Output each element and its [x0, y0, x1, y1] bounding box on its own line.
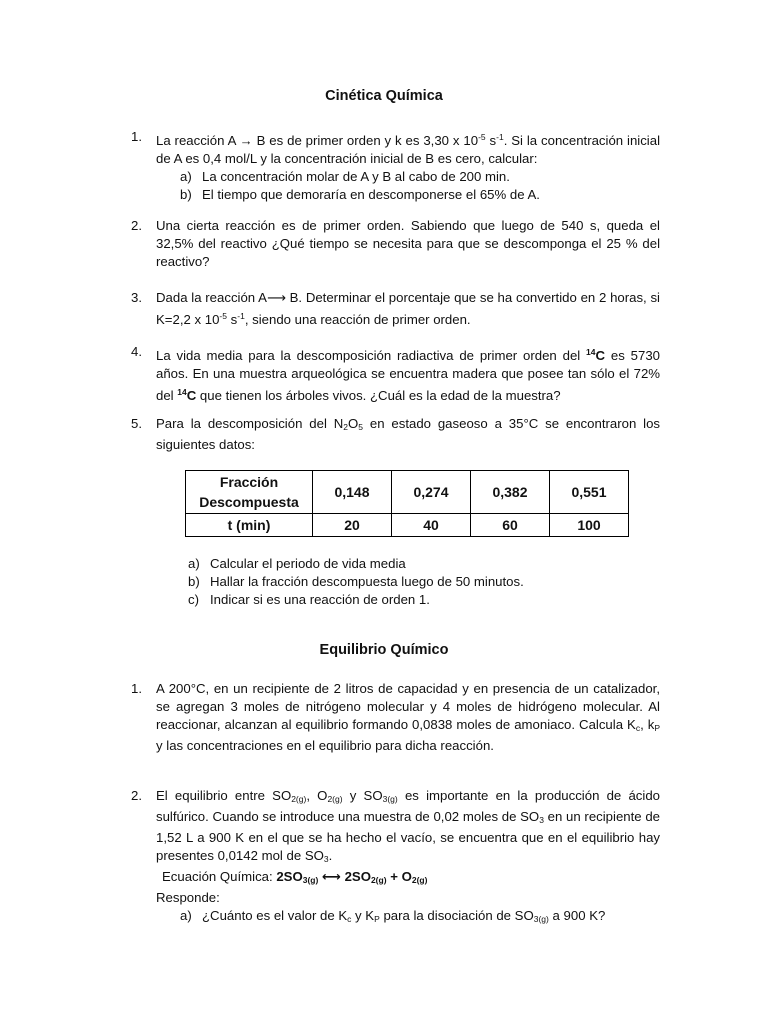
- arrow-right-icon: ⟶: [266, 290, 286, 305]
- sub-item-a: a) ¿Cuánto es el valor de $K_c$ y $K_P$ para la disociación de $SO_{3(g)}$ a 900 K?: [180, 908, 606, 924]
- sub-item-c: c) Indicar si es una reacción de orden 1.: [188, 592, 430, 607]
- table-cell: 20: [313, 514, 392, 537]
- question-text: Dada la reacción A⟶ B. Determinar el porcentaje que se ha convertido en 2 horas, si K=2,2 x $10^{-5}$ $s^{-1}$, siendo una reacción de primer orden.: [156, 290, 660, 327]
- table-header-cell: Fracción Descompuesta: [186, 471, 313, 514]
- question-5-subitems: [135, 555, 660, 609]
- table-cell: 0,148: [313, 471, 392, 514]
- table-cell: 0,551: [550, 471, 629, 514]
- question-text: Para la descomposición del $N_2O_5$ en estado gaseoso a 35°C se encontraron los siguientes datos:: [156, 416, 660, 452]
- responde-label: Responde:: [156, 890, 220, 905]
- question-text: El equilibrio entre $SO_{2(g)}$, $O_{2(g)}$ y $SO_{3(g)}$ es importante en la producción de ácido sulfúrico. Cuando se introduce una muestra de 0,02 moles de $SO_3$ en un recipiente de 1,52 L a 900 K en el que se ha hecho el vacío, se encuentra que en el equilibrio hay presentes 0,0142 mol de $SO_3$.: [156, 788, 660, 864]
- table-header-cell: t (min): [186, 514, 313, 537]
- table-cell: 60: [471, 514, 550, 537]
- question-2: [131, 787, 660, 928]
- sub-item-b: b) El tiempo que demoraría en descomponerse el 65% de A.: [180, 187, 540, 202]
- data-table: [185, 470, 629, 537]
- sub-item-a: a) La concentración molar de A y B al cabo de 200 min.: [180, 169, 510, 184]
- table-cell: 100: [550, 514, 629, 537]
- question-number: 5.: [131, 416, 142, 431]
- question-text: A 200°C, en un recipiente de 2 litros de capacidad y en presencia de un catalizador, se agregan 3 moles de nitrógeno molecular y 4 moles de hidrógeno molecular. Al reaccionar, alcanzan al equilibrio formando 0,0838 moles de amoniaco. Calcula $K_c$, $k_P$ y las concentraciones en el equilibrio para dicha reacción.: [156, 681, 661, 753]
- question-number: 1.: [131, 129, 142, 144]
- question-4: [131, 343, 660, 405]
- question-number: 2.: [131, 788, 142, 803]
- table-cell: 40: [392, 514, 471, 537]
- question-1: [131, 128, 660, 204]
- section-title-equilibrio: Equilibrio Químico: [319, 642, 449, 658]
- table-cell: 0,382: [471, 471, 550, 514]
- question-text: La vida media para la descomposición radiactiva de primer orden del $^{14}$C es 5730 años. En una muestra arqueológica se encuentra madera que posee tan sólo el 72% del $^{14}$C que tienen los árboles vivos. ¿Cuál es la edad de la muestra?: [156, 347, 660, 403]
- section-title-cinetica: Cinética Química: [325, 88, 443, 104]
- question-5: [131, 415, 660, 454]
- question-1: [131, 680, 661, 755]
- question-text: Una cierta reacción es de primer orden. Sabiendo que luego de 540 s, queda el 32,5% del reactivo ¿Qué tiempo se necesita para que se descomponga el 25 % del reactivo?: [156, 218, 660, 269]
- question-number: 1.: [131, 681, 142, 696]
- double-arrow-icon: ⟷: [318, 869, 345, 884]
- question-number: 2.: [131, 218, 142, 233]
- sub-item-b: b) Hallar la fracción descompuesta luego de 50 minutos.: [188, 574, 524, 589]
- table-cell: 0,274: [392, 471, 471, 514]
- question-number: 4.: [131, 344, 142, 359]
- chemical-equation: Ecuación Química: $2SO_{3(g)}$ ⟷ $2SO_{2(g)} + O_{2(g)}$: [162, 869, 428, 885]
- table-row: [186, 514, 629, 537]
- table-row: [186, 471, 629, 514]
- question-text: La reacción A → B es de primer orden y k es 3,30 x $10^{-5}$ $s^{-1}$. Si la concentración inicial de A es 0,4 mol/L y la concentración inicial de B es cero, calcular:: [156, 132, 660, 166]
- question-number: 3.: [131, 290, 142, 305]
- sub-item-a: a) Calcular el periodo de vida media: [188, 556, 406, 571]
- question-2: [131, 217, 660, 271]
- arrow-right-icon: →: [239, 133, 253, 148]
- question-3: [131, 289, 660, 329]
